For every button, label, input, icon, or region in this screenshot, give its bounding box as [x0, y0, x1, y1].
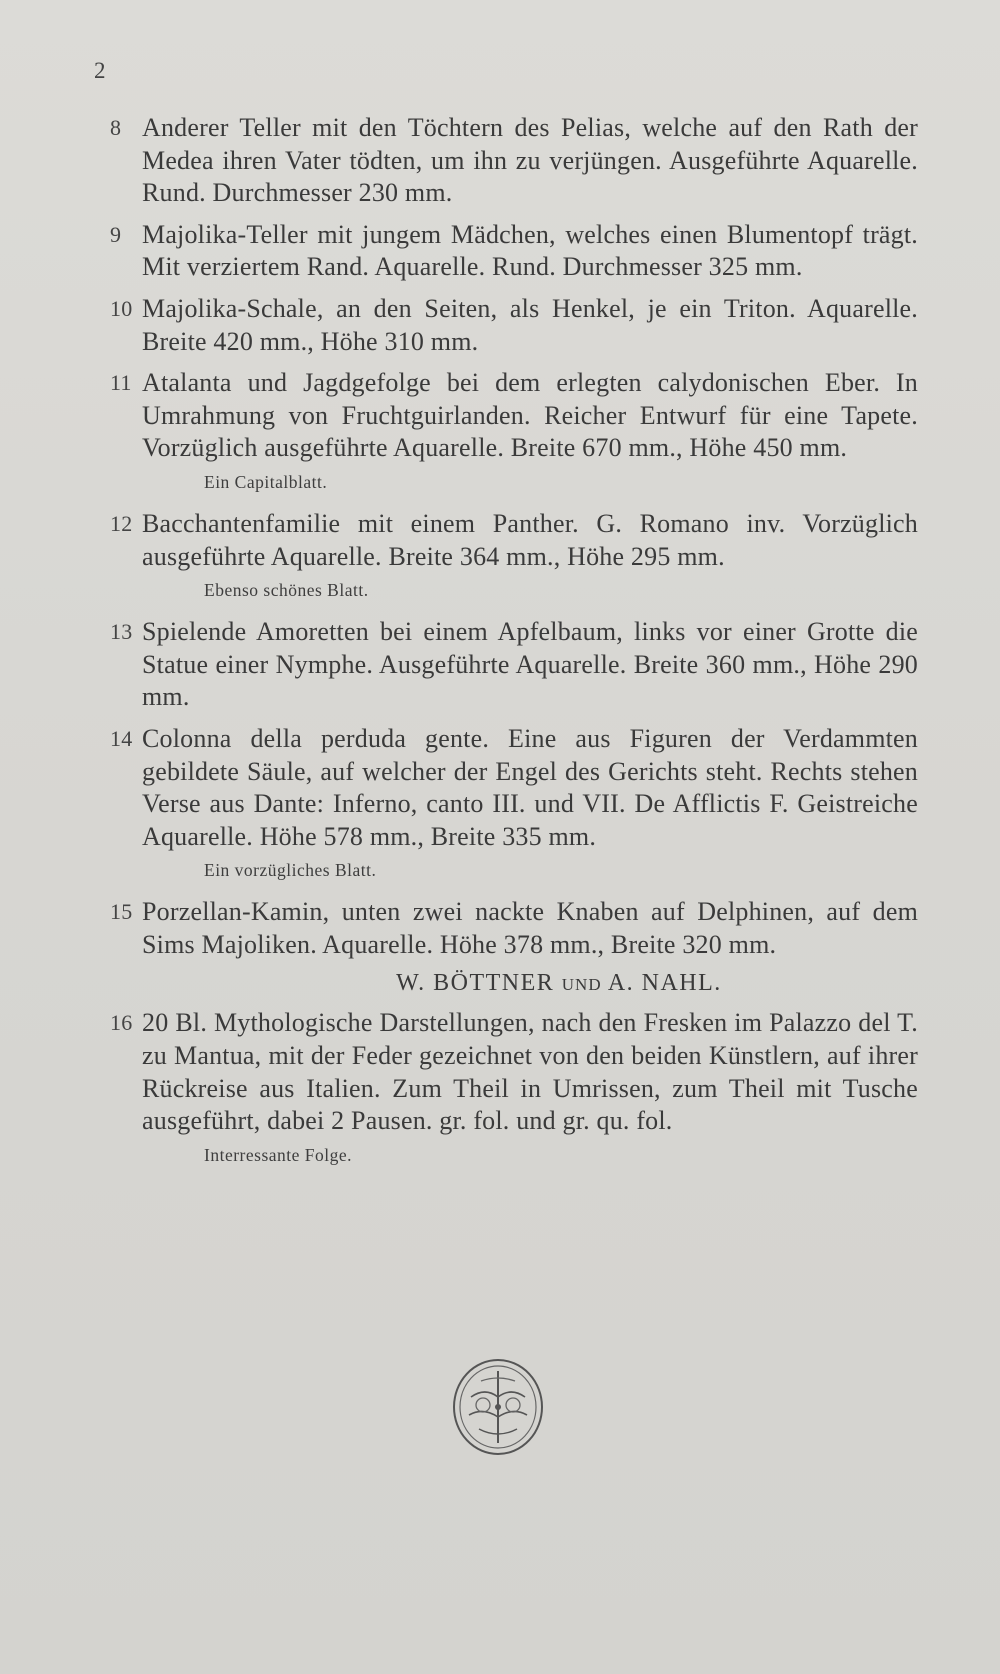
entry-number: 10 — [110, 295, 133, 321]
entry-text: 20 Bl. Mythologische Darstellungen, nach den Fresken im Palazzo del T. zu Mantua, mit der Feder gezeichnet von den beiden Künstlern, auf ihrer Rückreise aus Italien. Zum Theil in Umrissen, zum Theil mit Tusche ausgeführt, dabei 2 Pausen. gr. fol. und gr. qu. fol. — [142, 1008, 918, 1136]
entry-note: Ein Capitalblatt. — [204, 471, 328, 492]
entry-number: 13 — [110, 619, 133, 645]
catalogue-entry — [110, 219, 918, 284]
catalogue-entry — [110, 508, 918, 607]
catalogue-entry — [110, 616, 918, 714]
entry-text: Porzellan-Kamin, unten zwei nackte Knaben auf Delphinen, auf dem Sims Majoliken. Aquarelle. Höhe 378 mm., Breite 320 mm. — [142, 897, 918, 959]
catalogue-entry — [110, 1007, 918, 1171]
entry-text: Atalanta und Jagdgefolge bei dem erlegten calydonischen Eber. In Umrahmung von Fruchtguirlanden. Reicher Entwurf für eine Tapete. Vorzüglich ausgeführte Aquarelle. Breite 670 mm., Höhe 450 mm. — [142, 368, 918, 463]
entry-note: Ein vorzügliches Blatt. — [204, 860, 377, 881]
entry-number: 14 — [110, 725, 133, 751]
catalogue-entry — [110, 112, 918, 210]
section-heading-part2: A. NAHL. — [607, 970, 722, 997]
entry-number: 15 — [110, 899, 133, 925]
catalogue-entries — [110, 112, 918, 1181]
entry-number: 9 — [110, 221, 122, 247]
entry-text: Spielende Amoretten bei einem Apfelbaum, links vor einer Grotte die Statue einer Nymphe. Ausgeführte Aquarelle. Breite 360 mm., Höhe 290 mm. — [142, 617, 918, 712]
entry-text: Colonna della perduda gente. Eine aus Figuren der Verdammten gebildete Säule, auf welcher der Engel des Gerichts steht. Rechts stehen Verse aus Dante: Inferno, canto III. und VII. De Afflictis F. Geistreiche Aquarelle. Höhe 578 mm., Breite 335 mm. — [142, 723, 918, 851]
entry-number: 12 — [110, 510, 133, 536]
section-heading-connector: UND — [561, 975, 602, 995]
catalogue-entry — [110, 896, 918, 961]
entry-number: 8 — [110, 115, 122, 140]
section-heading — [110, 970, 918, 997]
page-number: 2 — [94, 58, 106, 83]
entry-list-before — [110, 112, 918, 961]
entry-text: Majolika-Teller mit jungem Mädchen, welches einen Blumentopf trägt. Mit verziertem Rand. Aquarelle. Rund. Durchmesser 325 mm. — [142, 219, 918, 282]
entry-list-after — [110, 1007, 918, 1171]
catalogue-entry — [110, 367, 918, 499]
entry-text: Anderer Teller mit den Töchtern des Pelias, welche auf den Rath der Medea ihren Vater tödten, um ihn zu verjüngen. Ausgeführte Aquarelle. Rund. Durchmesser 230 mm. — [142, 113, 918, 208]
catalogue-entry — [110, 723, 918, 887]
entry-text: Bacchantenfamilie mit einem Panther. G. Romano inv. Vorzüglich ausgeführte Aquarelle. Breite 364 mm., Höhe 295 mm. — [142, 508, 918, 571]
section-heading-part1: W. BÖTTNER — [396, 970, 555, 997]
entry-note: Ebenso schönes Blatt. — [204, 580, 369, 601]
entry-text: Majolika-Schale, an den Seiten, als Henkel, je ein Triton. Aquarelle. Breite 420 mm., Höhe 310 mm. — [142, 293, 918, 356]
printer-seal-icon — [451, 1357, 545, 1457]
entry-number: 11 — [110, 370, 132, 396]
catalogue-entry — [110, 293, 918, 358]
entry-note: Interressante Folge. — [204, 1144, 353, 1165]
entry-number: 16 — [110, 1010, 133, 1036]
